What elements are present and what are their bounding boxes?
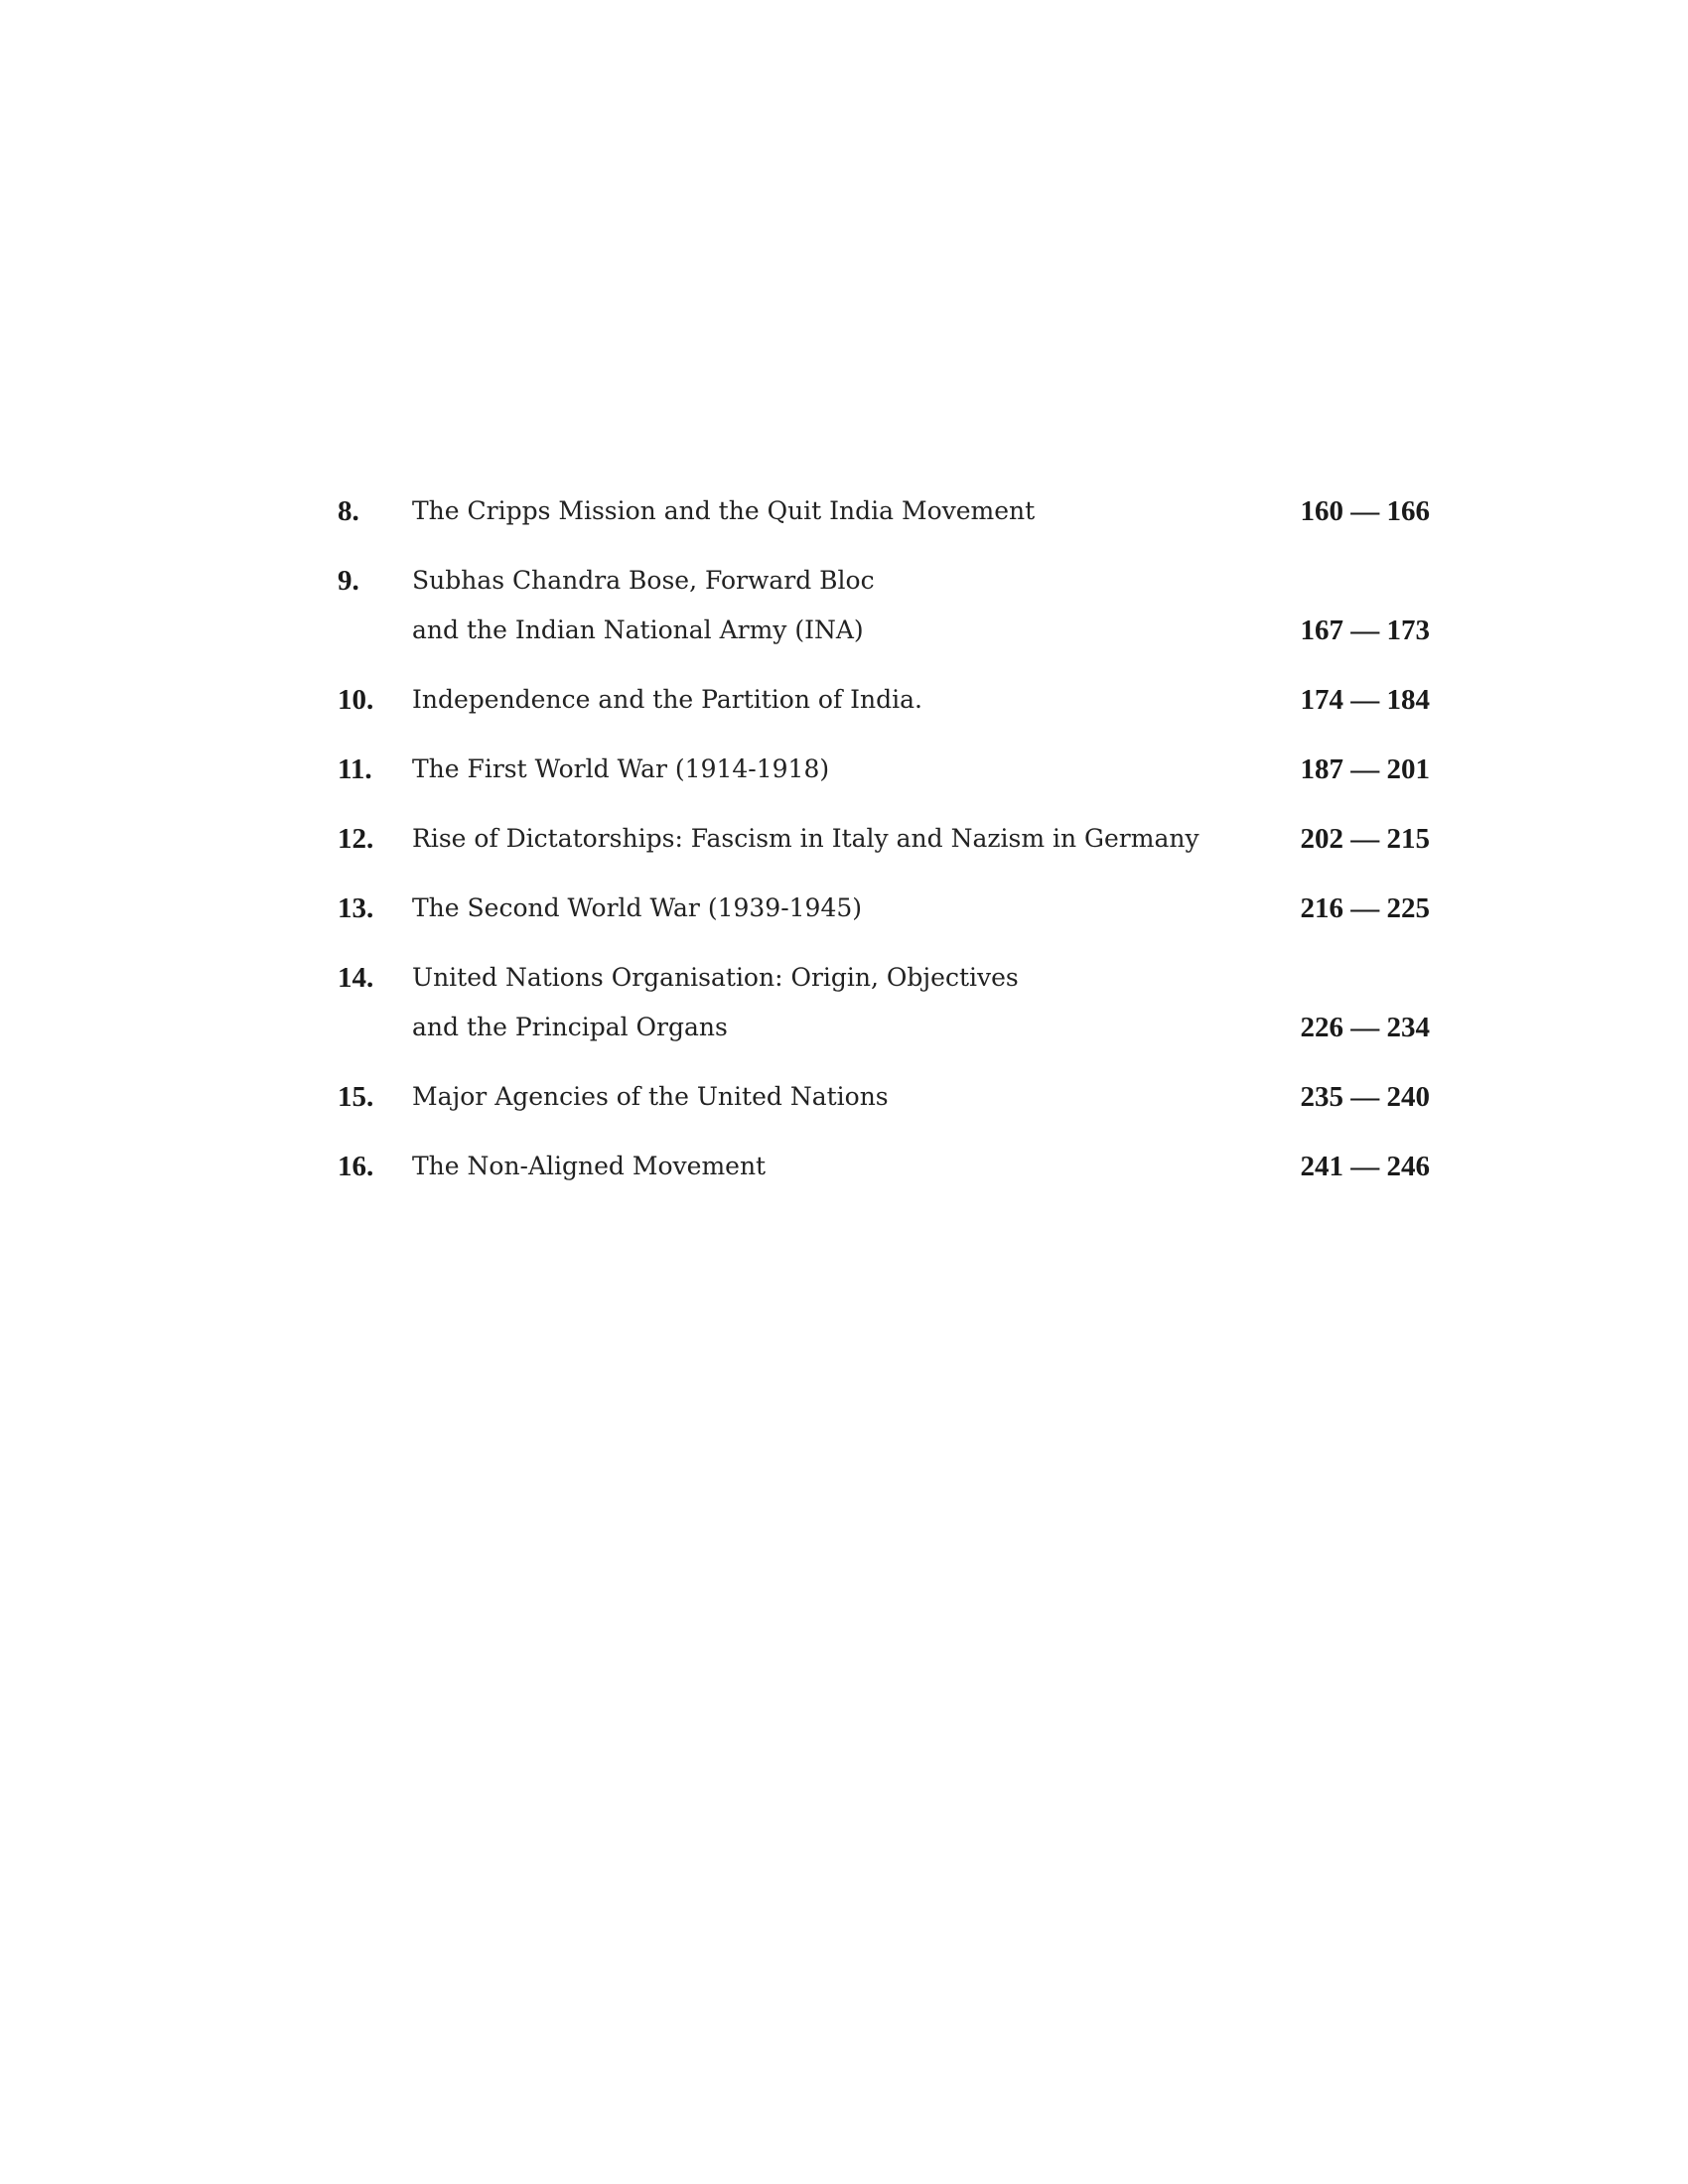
chapter-title: [412, 745, 1301, 794]
chapter-title-line: The Non-Aligned Movement: [412, 1152, 767, 1180]
chapter-number: 14.: [338, 962, 374, 994]
toc-entry: [338, 1142, 1430, 1191]
toc-entry: [338, 675, 1430, 725]
chapter-number: 8.: [338, 495, 359, 527]
chapter-number: 10.: [338, 684, 374, 716]
chapter-title-line: The First World War (1914-1918): [412, 754, 830, 783]
chapter-title: [412, 486, 1301, 536]
chapter-title-line: United Nations Organisation: Origin, Objectives: [412, 963, 1019, 992]
page-range: 226 — 234: [1300, 1012, 1430, 1043]
chapter-title-line: and the Principal Organs: [412, 1013, 728, 1041]
chapter-title-line: Independence and the Partition of India.: [412, 685, 922, 714]
chapter-title: [412, 884, 1301, 933]
page-range: 187 — 201: [1300, 753, 1430, 785]
page-range: 216 — 225: [1300, 892, 1430, 924]
chapter-number: 9.: [338, 565, 359, 597]
chapter-title: [412, 556, 1301, 655]
chapter-title-line: Major Agencies of the United Nations: [412, 1082, 889, 1111]
chapter-title: [412, 1072, 1301, 1122]
toc-entry: [338, 486, 1430, 536]
chapter-title-line: The Cripps Mission and the Quit India Movement: [412, 496, 1036, 525]
chapter-title: [412, 1142, 1301, 1191]
chapter-number: 11.: [338, 753, 372, 785]
chapter-title: [412, 953, 1301, 1052]
toc-entry: [338, 884, 1430, 933]
chapter-number: 16.: [338, 1151, 374, 1182]
toc-entry: [338, 953, 1430, 1052]
table-of-contents: [338, 486, 1430, 1211]
chapter-title: [412, 675, 1301, 725]
page-range: 235 — 240: [1300, 1081, 1430, 1113]
page-range: 167 — 173: [1300, 614, 1430, 646]
page-range: 202 — 215: [1300, 823, 1430, 855]
chapter-number: 12.: [338, 823, 374, 855]
toc-entry: [338, 1072, 1430, 1122]
chapter-number: 13.: [338, 892, 374, 924]
page-range: 174 — 184: [1300, 684, 1430, 716]
chapter-number: 15.: [338, 1081, 374, 1113]
toc-entry: [338, 814, 1430, 864]
chapter-title-line: Subhas Chandra Bose, Forward Bloc: [412, 566, 875, 595]
chapter-title: [412, 814, 1301, 864]
page-range: 160 — 166: [1300, 495, 1430, 527]
toc-entry: [338, 745, 1430, 794]
toc-entry: [338, 556, 1430, 655]
chapter-title-line: and the Indian National Army (INA): [412, 615, 864, 644]
chapter-title-line: Rise of Dictatorships: Fascism in Italy and Nazism in Germany: [412, 824, 1199, 853]
chapter-title-line: The Second World War (1939-1945): [412, 893, 863, 922]
page-range: 241 — 246: [1300, 1151, 1430, 1182]
